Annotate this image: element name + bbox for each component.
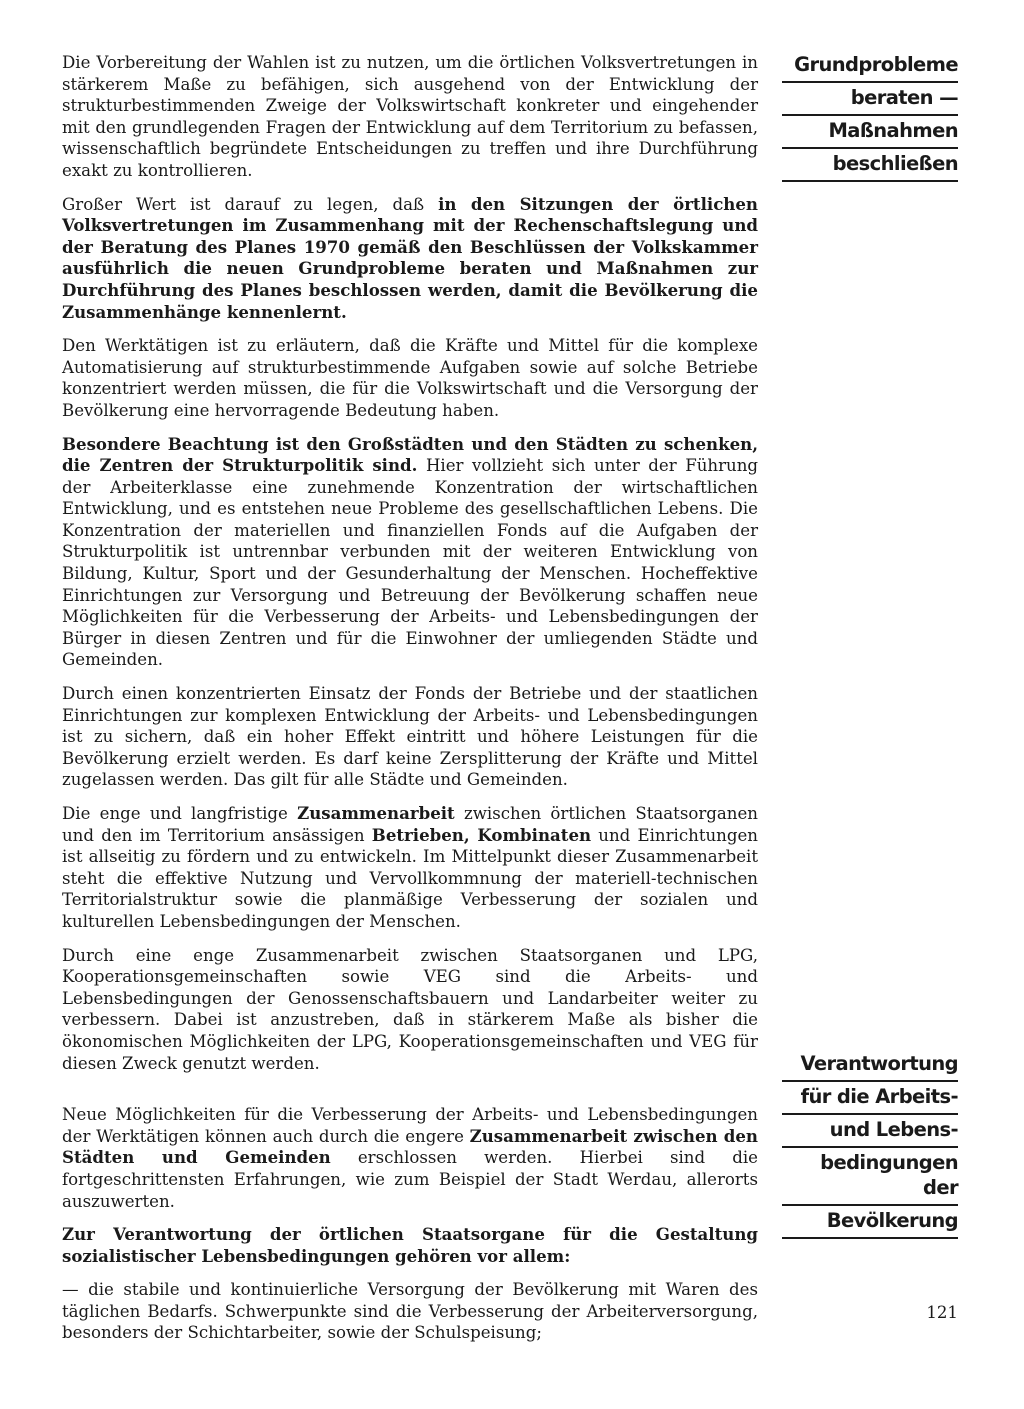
paragraph-8-text-a: Neue Möglichkeiten für die Verbesserung der Arbeits- und Lebensbedingungen der Werktätigen können auch durch die engere (62, 1105, 758, 1146)
paragraph-6-text-b: zwischen örtlichen Staatsorganen und den im Territorium ansässigen (62, 804, 758, 845)
paragraph-6-emphasis-a: Zusammenarbeit (297, 803, 455, 823)
margin-note-line: und Lebens- (782, 1115, 958, 1148)
paragraph-1 (62, 52, 758, 182)
paragraph-3 (62, 335, 758, 421)
paragraph-3-text: Den Werktätigen ist zu erläutern, daß die Kräfte und Mittel für die komplexe Automatisierung auf strukturbestimmende Aufgaben sowie auf solche Betriebe konzentriert werden müssen, die für die Volkswirtschaft und die Versorgung der Bevölkerung eine hervorragende Bedeutung haben. (62, 336, 758, 420)
paragraph-6 (62, 803, 758, 933)
paragraph-2-text: Großer Wert ist darauf zu legen, daß (62, 194, 439, 214)
margin-note-line: Grundprobleme (782, 50, 958, 83)
list-item-text: — die stabile und kontinuierliche Versorgung der Bevölkerung mit Waren des täglichen Bedarfs. Schwerpunkte sind die Verbesserung der Arbeiterversorgung, besonders der Schichtarbeiter, sowie der Schulspeisung; (62, 1280, 758, 1343)
margin-note-1 (782, 50, 958, 182)
paragraph-9-heading: Zur Verantwortung der örtlichen Staatsorgane für die Gestaltung sozialistischer Lebensbedingungen gehören vor allem: (62, 1224, 758, 1266)
paragraph-7-text: Durch eine enge Zusammenarbeit zwischen Staatsorganen und LPG, Kooperationsgemeinschaften sowie VEG sind die Arbeits- und Lebensbedingungen der Genossenschaftsbauern und Landarbeiter weiter zu verbessern. Dabei ist anzustreben, daß in stärkerem Maße als bisher die ökonomischen Möglichkeiten der LPG, Kooperationsgemeinschaften und VEG für diesen Zweck genutzt werden. (62, 945, 758, 1073)
paragraph-2-emphasis: in den Sitzungen der örtlichen Volksvertretungen im Zusammenhang mit der Rechenschaftslegung und der Beratung des Planes 1970 gemäß den Beschlüssen der Volkskammer ausführlich die neuen Grundprobleme beraten und Maßnahmen zur Durchführung des Planes beschlossen werden, damit die Bevölkerung die Zusammenhänge kennenlernt. (62, 193, 758, 322)
paragraph-6-text-a: Die enge und langfristige (62, 804, 298, 823)
paragraph-2 (62, 194, 758, 324)
paragraph-5 (62, 683, 758, 791)
paragraph-9 (62, 1224, 758, 1267)
paragraph-1-text: Die Vorbereitung der Wahlen ist zu nutzen, um die örtlichen Volksvertretungen in stärkerem Maße zu befähigen, sich ausgehend von der Entwicklung der strukturbestimmenden Zweige der Volkswirtschaft konkreter und eingehender mit den grundlegenden Fragen der Entwicklung auf dem Territorium zu befassen, wissenschaftlich begründete Entscheidungen zu treffen und ihre Durchführung exakt zu kontrollieren. (62, 53, 758, 180)
main-text-column (62, 52, 758, 1344)
margin-note-line: Verantwortung (782, 1049, 958, 1082)
paragraph-8-emphasis: Zusammenarbeit zwischen den Städten und Gemeinden (62, 1125, 758, 1168)
page-number: 121 (926, 1303, 958, 1322)
paragraph-5-text: Durch einen konzentrierten Einsatz der Fonds der Betriebe und der staatlichen Einrichtungen zur komplexen Entwicklung der Arbeits- und Lebensbedingungen ist zu sichern, daß ein hoher Effekt eintritt und höhere Leistungen für die Bevölkerung erzielt werden. Es darf keine Zersplitterung der Kräfte und Mittel zugelassen werden. Das gilt für alle Städte und Gemeinden. (62, 684, 758, 790)
paragraph-4 (62, 434, 758, 672)
margin-note-line: beraten — (782, 83, 958, 116)
paragraph-7 (62, 945, 758, 1075)
margin-note-line: Bevölkerung (782, 1206, 958, 1239)
margin-note-line: bedingungen der (782, 1148, 958, 1206)
margin-note-line: Maßnahmen (782, 116, 958, 149)
paragraph-6-text-c: und Einrichtungen ist allseitig zu fördern und zu entwickeln. Im Mittelpunkt dieser Zusammenarbeit steht die effektive Nutzung und Vervollkommnung der materiell-technischen Territorialstruktur sowie die planmäßige Verbesserung der sozialen und kulturellen Lebensbedingungen der Menschen. (62, 825, 758, 931)
list-item (62, 1279, 758, 1344)
margin-note-2 (782, 1049, 958, 1239)
paragraph-6-emphasis-b: Betrieben, Kombinaten (371, 824, 592, 845)
paragraph-8-text-b: erschlossen werden. Hierbei sind die fortgeschrittensten Erfahrungen, wie zum Beispiel der Stadt Werdau, allerorts auszuwerten. (62, 1148, 758, 1211)
paragraph-4-text: Hier vollzieht sich unter der Führung der Arbeiterklasse eine zunehmende Konzentration der wirtschaftlichen Entwicklung, und es entstehen neue Probleme des gesellschaftlichen Lebens. Die Konzentration der materiellen und finanziellen Fonds auf die Aufgaben der Strukturpolitik ist untrennbar verbunden mit der weiteren Entwicklung von Bildung, Kultur, Sport und der Gesunderhaltung der Menschen. Hocheffektive Einrichtungen zur Versorgung und Betreuung der Bevölkerung schaffen neue Möglichkeiten für die Verbesserung der Arbeits- und Lebensbedingungen der Bürger in diesen Zentren und für die Einwohner der umliegenden Städte und Gemeinden. (62, 456, 759, 670)
paragraph-8 (62, 1104, 758, 1212)
margin-note-line: beschließen (782, 149, 958, 182)
paragraph-4-emphasis: Besondere Beachtung ist den Großstädten und den Städten zu schenken, die Zentren der Strukturpolitik sind. (62, 433, 758, 476)
margin-note-line: für die Arbeits- (782, 1082, 958, 1115)
